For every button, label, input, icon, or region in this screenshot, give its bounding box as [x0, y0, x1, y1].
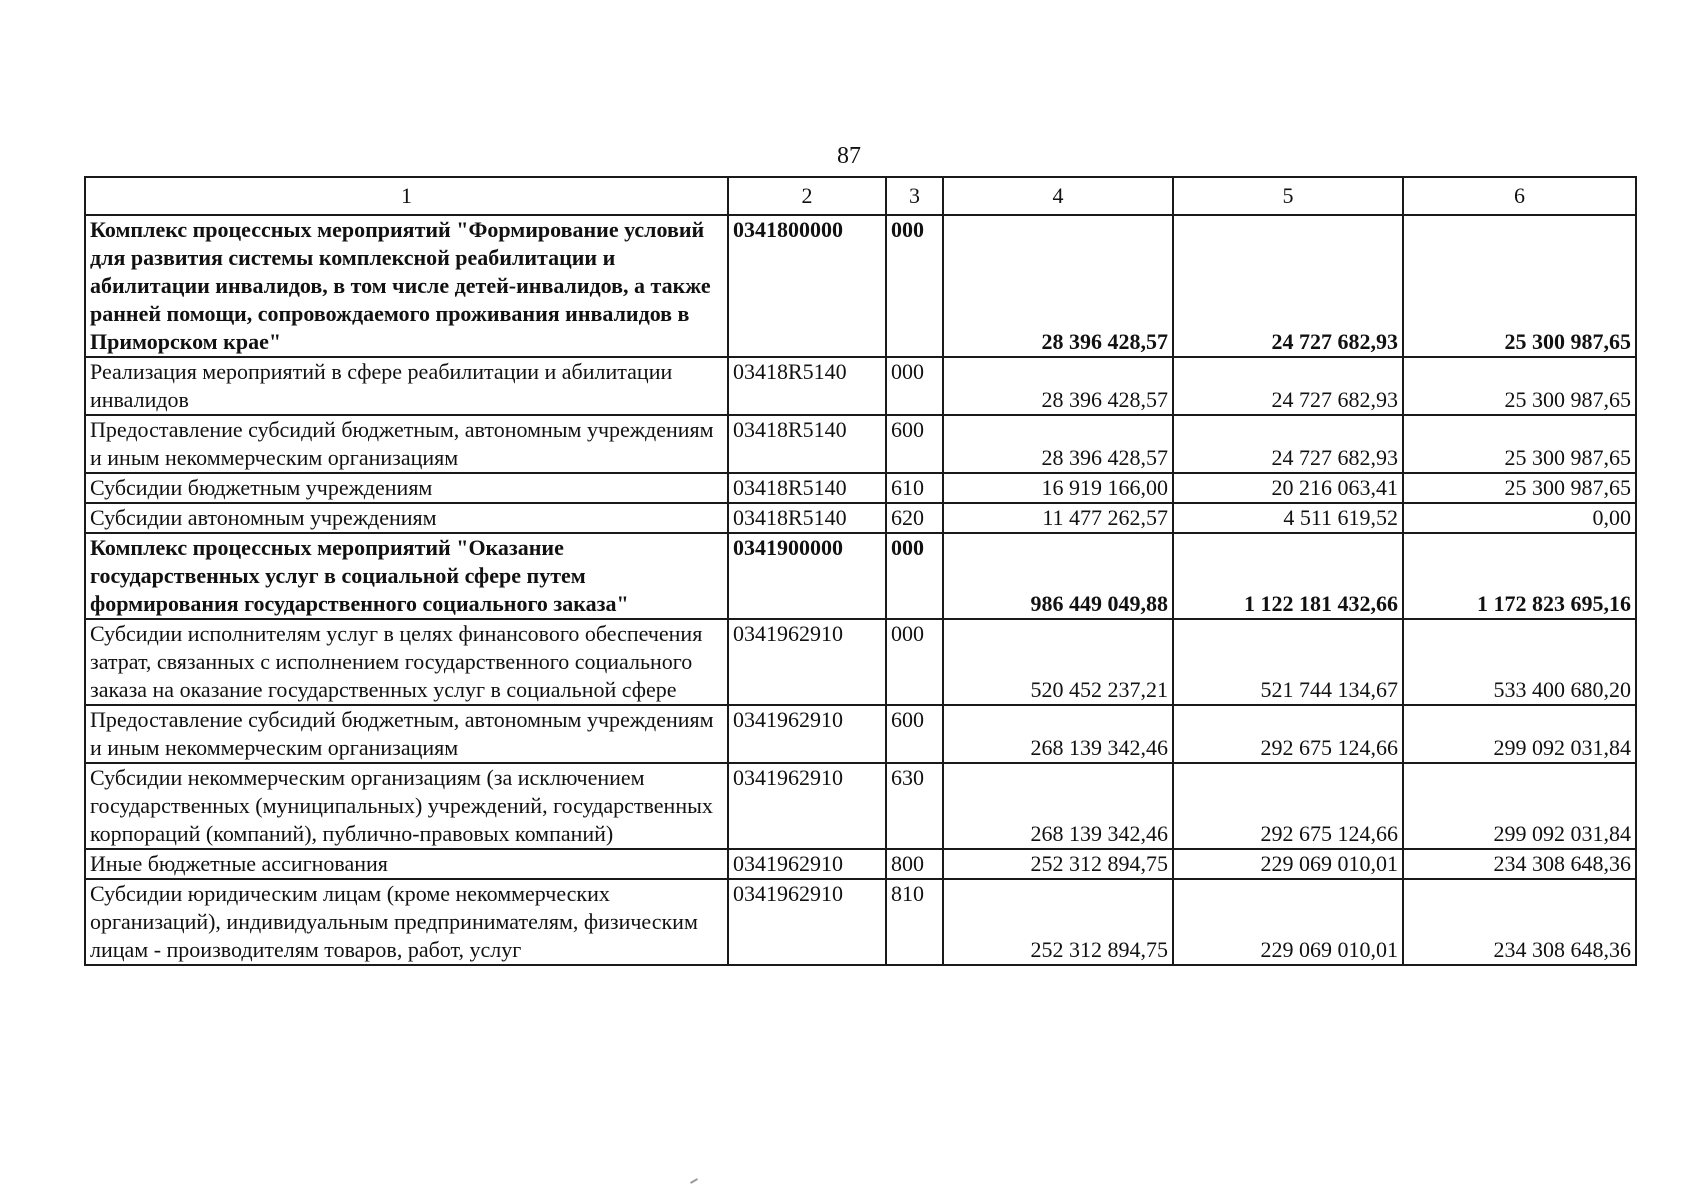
row-code-cell: 0341962910 [728, 763, 886, 849]
row-value-cell: 268 139 342,46 [943, 763, 1173, 849]
row-kind-cell: 810 [886, 879, 943, 965]
row-value-cell: 24 727 682,93 [1173, 415, 1403, 473]
row-name-cell: Субсидии автономным учреждениям [85, 503, 728, 533]
row-code-cell: 0341900000 [728, 533, 886, 619]
row-value-cell: 229 069 010,01 [1173, 879, 1403, 965]
row-code-cell: 03418R5140 [728, 473, 886, 503]
row-value-cell: 299 092 031,84 [1403, 705, 1636, 763]
row-value-cell: 1 172 823 695,16 [1403, 533, 1636, 619]
column-header: 5 [1173, 177, 1403, 215]
row-code-cell: 0341962910 [728, 619, 886, 705]
row-kind-cell: 000 [886, 215, 943, 357]
table-row [85, 879, 1636, 965]
column-header: 1 [85, 177, 728, 215]
row-value-cell: 252 312 894,75 [943, 849, 1173, 879]
row-value-cell: 11 477 262,57 [943, 503, 1173, 533]
column-header: 3 [886, 177, 943, 215]
row-name-cell: Субсидии бюджетным учреждениям [85, 473, 728, 503]
row-value-cell: 234 308 648,36 [1403, 879, 1636, 965]
table-row [85, 215, 1636, 357]
column-header: 6 [1403, 177, 1636, 215]
row-value-cell: 24 727 682,93 [1173, 357, 1403, 415]
table-row [85, 415, 1636, 473]
row-value-cell: 292 675 124,66 [1173, 763, 1403, 849]
row-name-cell: Комплекс процессных мероприятий "Формирование условий для развития системы комплексной реабилитации и абилитации инвалидов, в том числе детей-инвалидов, а также ранней помощи, сопровождаемого проживания инвалидов в Приморском крае" [85, 215, 728, 357]
row-name-cell: Предоставление субсидий бюджетным, автономным учреждениям и иным некоммерческим организациям [85, 705, 728, 763]
column-header: 4 [943, 177, 1173, 215]
row-name-cell: Субсидии исполнителям услуг в целях финансового обеспечения затрат, связанных с исполнением государственного социального заказа на оказание государственных услуг в социальной сфере [85, 619, 728, 705]
row-kind-cell: 800 [886, 849, 943, 879]
table-row [85, 849, 1636, 879]
row-name-cell: Субсидии юридическим лицам (кроме некоммерческих организаций), индивидуальным предпринимателям, физическим лицам - производителям товаров, работ, услуг [85, 879, 728, 965]
page-number: 87 [837, 143, 861, 169]
row-value-cell: 533 400 680,20 [1403, 619, 1636, 705]
row-value-cell: 234 308 648,36 [1403, 849, 1636, 879]
row-kind-cell: 630 [886, 763, 943, 849]
row-name-cell: Субсидии некоммерческим организациям (за исключением государственных (муниципальных) учреждений, государственных корпораций (компаний), публично-правовых компаний) [85, 763, 728, 849]
row-name-cell: Комплекс процессных мероприятий "Оказание государственных услуг в социальной сфере путем формирования государственного социального заказа" [85, 533, 728, 619]
row-code-cell: 0341962910 [728, 879, 886, 965]
row-kind-cell: 600 [886, 705, 943, 763]
row-value-cell: 24 727 682,93 [1173, 215, 1403, 357]
row-value-cell: 28 396 428,57 [943, 357, 1173, 415]
row-value-cell: 1 122 181 432,66 [1173, 533, 1403, 619]
row-kind-cell: 610 [886, 473, 943, 503]
row-value-cell: 299 092 031,84 [1403, 763, 1636, 849]
table-row [85, 705, 1636, 763]
row-value-cell: 229 069 010,01 [1173, 849, 1403, 879]
scan-artifact [690, 1178, 698, 1184]
table-row [85, 473, 1636, 503]
row-value-cell: 20 216 063,41 [1173, 473, 1403, 503]
column-header: 2 [728, 177, 886, 215]
row-code-cell: 0341800000 [728, 215, 886, 357]
row-name-cell: Иные бюджетные ассигнования [85, 849, 728, 879]
row-code-cell: 0341962910 [728, 849, 886, 879]
row-value-cell: 0,00 [1403, 503, 1636, 533]
table-row [85, 763, 1636, 849]
table-row [85, 357, 1636, 415]
row-value-cell: 252 312 894,75 [943, 879, 1173, 965]
row-value-cell: 25 300 987,65 [1403, 357, 1636, 415]
header-row [85, 177, 1636, 215]
row-value-cell: 520 452 237,21 [943, 619, 1173, 705]
row-value-cell: 25 300 987,65 [1403, 415, 1636, 473]
table-row [85, 533, 1636, 619]
row-value-cell: 25 300 987,65 [1403, 215, 1636, 357]
row-value-cell: 28 396 428,57 [943, 215, 1173, 357]
row-kind-cell: 620 [886, 503, 943, 533]
row-value-cell: 28 396 428,57 [943, 415, 1173, 473]
row-value-cell: 521 744 134,67 [1173, 619, 1403, 705]
table-row [85, 619, 1636, 705]
table-row [85, 503, 1636, 533]
row-kind-cell: 000 [886, 533, 943, 619]
row-name-cell: Предоставление субсидий бюджетным, автономным учреждениям и иным некоммерческим организациям [85, 415, 728, 473]
row-value-cell: 25 300 987,65 [1403, 473, 1636, 503]
row-code-cell: 03418R5140 [728, 503, 886, 533]
budget-table [84, 176, 1637, 966]
row-code-cell: 0341962910 [728, 705, 886, 763]
row-value-cell: 268 139 342,46 [943, 705, 1173, 763]
row-value-cell: 4 511 619,52 [1173, 503, 1403, 533]
row-kind-cell: 000 [886, 357, 943, 415]
row-value-cell: 292 675 124,66 [1173, 705, 1403, 763]
row-kind-cell: 000 [886, 619, 943, 705]
row-code-cell: 03418R5140 [728, 415, 886, 473]
row-code-cell: 03418R5140 [728, 357, 886, 415]
row-kind-cell: 600 [886, 415, 943, 473]
row-value-cell: 986 449 049,88 [943, 533, 1173, 619]
row-name-cell: Реализация мероприятий в сфере реабилитации и абилитации инвалидов [85, 357, 728, 415]
row-value-cell: 16 919 166,00 [943, 473, 1173, 503]
